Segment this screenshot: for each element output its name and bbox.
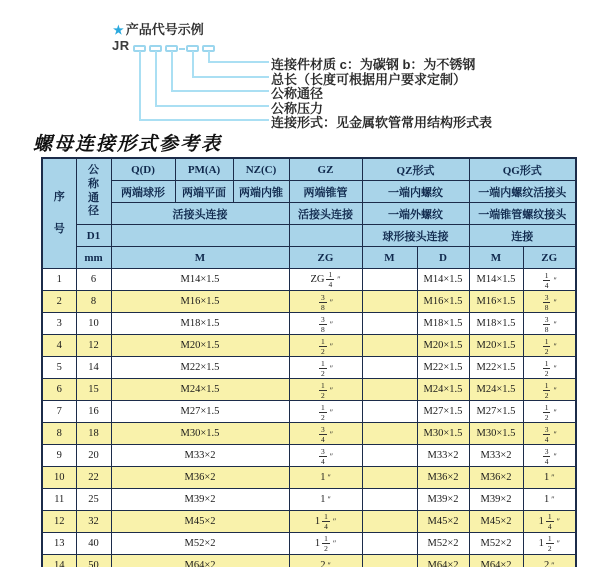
header-sub-qg: 一端内螺纹活接头: [469, 181, 576, 203]
qg-zg-cell: 1 $\frac{1}{2}$ ″: [523, 533, 576, 555]
connector-line: [208, 51, 269, 63]
dn-cell: 20: [76, 445, 111, 467]
qz-m-cell: [362, 533, 417, 555]
table-row: [42, 357, 576, 379]
m-cell: M27×1.5: [111, 401, 289, 423]
qz-d-cell: M33×2: [417, 445, 469, 467]
qz-m-cell: [362, 379, 417, 401]
code-label-material: 连接件材质 c：为碳钢 b：为不锈钢: [271, 57, 476, 72]
table-row: [42, 533, 576, 555]
m-cell: M52×2: [111, 533, 289, 555]
header-unit-zg: ZG: [289, 247, 362, 269]
seq-cell: 4: [42, 335, 76, 357]
dn-cell: 22: [76, 467, 111, 489]
header-unit-qg-m: M: [469, 247, 523, 269]
header-unit-qz-d: D: [417, 247, 469, 269]
nut-connection-table: [41, 157, 577, 567]
zg-cell: 1 $\frac{1}{4}$ ″: [289, 511, 362, 533]
header-sub-qz: 一端内螺纹: [362, 181, 469, 203]
zg-cell: $\frac{1}{2}$ ″: [289, 379, 362, 401]
header-blank-qpn: [111, 225, 289, 247]
zg-cell: $\frac{1}{2}$ ″: [289, 335, 362, 357]
header-union-qpn: 活接头连接: [111, 203, 289, 225]
qg-m-cell: M16×1.5: [469, 291, 523, 313]
qg-m-cell: M39×2: [469, 489, 523, 511]
qz-d-cell: M20×1.5: [417, 335, 469, 357]
dn-cell: 14: [76, 357, 111, 379]
zg-cell: 2 ″: [289, 555, 362, 567]
qg-m-cell: M45×2: [469, 511, 523, 533]
table-row: [42, 269, 576, 291]
m-cell: M22×1.5: [111, 357, 289, 379]
product-code-prefix: JR: [112, 38, 130, 53]
qz-m-cell: [362, 467, 417, 489]
star-icon: ★: [113, 23, 124, 37]
header-group-nzc: NZ(C): [233, 158, 289, 181]
seq-cell: 14: [42, 555, 76, 567]
qg-m-cell: M33×2: [469, 445, 523, 467]
zg-cell: 1 ″: [289, 467, 362, 489]
header-group-gz: GZ: [289, 158, 362, 181]
qz-d-cell: M18×1.5: [417, 313, 469, 335]
seq-cell: 1: [42, 269, 76, 291]
table-body: [42, 269, 576, 567]
table-row: [42, 445, 576, 467]
dn-cell: 50: [76, 555, 111, 567]
header-connect-qg: 连接: [469, 225, 576, 247]
seq-cell: 7: [42, 401, 76, 423]
header-nominal-diameter: 公称通径: [76, 158, 111, 225]
dn-cell: 10: [76, 313, 111, 335]
header-d1: D1: [76, 225, 111, 247]
dn-cell: 8: [76, 291, 111, 313]
code-label-length: 总长（长度可根据用户要求定制）: [271, 72, 467, 87]
qz-m-cell: [362, 489, 417, 511]
header-sub-gz: 两端锥管: [289, 181, 362, 203]
header-unit-mm: mm: [76, 247, 111, 269]
qg-zg-cell: $\frac{3}{4}$ ″: [523, 423, 576, 445]
header-group-qg: QG形式: [469, 158, 576, 181]
qz-d-cell: M22×1.5: [417, 357, 469, 379]
m-cell: M64×2: [111, 555, 289, 567]
zg-cell: $\frac{1}{2}$ ″: [289, 357, 362, 379]
diagram-title: [113, 19, 204, 38]
seq-cell: 12: [42, 511, 76, 533]
zg-cell: $\frac{3}{8}$ ″: [289, 313, 362, 335]
dn-cell: 40: [76, 533, 111, 555]
code-dash: [179, 48, 185, 50]
dn-cell: 12: [76, 335, 111, 357]
qg-m-cell: M22×1.5: [469, 357, 523, 379]
m-cell: M33×2: [111, 445, 289, 467]
qz-m-cell: [362, 555, 417, 567]
table-row: [42, 489, 576, 511]
qz-d-cell: M24×1.5: [417, 379, 469, 401]
qg-m-cell: M18×1.5: [469, 313, 523, 335]
m-cell: M16×1.5: [111, 291, 289, 313]
qg-m-cell: M24×1.5: [469, 379, 523, 401]
zg-cell: 1 $\frac{1}{2}$ ″: [289, 533, 362, 555]
qg-m-cell: M52×2: [469, 533, 523, 555]
qz-d-cell: M27×1.5: [417, 401, 469, 423]
zg-cell: $\frac{3}{4}$ ″: [289, 423, 362, 445]
qg-zg-cell: 2 ″: [523, 555, 576, 567]
seq-cell: 13: [42, 533, 76, 555]
header-seq: 序号: [42, 158, 76, 269]
qg-zg-cell: $\frac{3}{4}$ ″: [523, 445, 576, 467]
table-row: [42, 467, 576, 489]
header-sub-nzc: 两端内锥: [233, 181, 289, 203]
seq-cell: 11: [42, 489, 76, 511]
table-row: [42, 291, 576, 313]
header-ball-joint-qz: 球形接头连接: [362, 225, 469, 247]
qg-zg-cell: $\frac{3}{8}$ ″: [523, 313, 576, 335]
qz-d-cell: M39×2: [417, 489, 469, 511]
m-cell: M24×1.5: [111, 379, 289, 401]
qg-m-cell: M30×1.5: [469, 423, 523, 445]
header-ext-thread-qz: 一端外螺纹: [362, 203, 469, 225]
m-cell: M45×2: [111, 511, 289, 533]
seq-cell: 9: [42, 445, 76, 467]
m-cell: M36×2: [111, 467, 289, 489]
seq-cell: 6: [42, 379, 76, 401]
header-taper-joint-qg: 一端锥管螺纹接头: [469, 203, 576, 225]
code-label-diameter: 公称通径: [271, 86, 324, 101]
table-row: [42, 511, 576, 533]
code-label-pressure: 公称压力: [271, 101, 324, 116]
dn-cell: 6: [76, 269, 111, 291]
dn-cell: 15: [76, 379, 111, 401]
qg-zg-cell: $\frac{1}{4}$ ″: [523, 269, 576, 291]
qg-zg-cell: $\frac{1}{2}$ ″: [523, 401, 576, 423]
m-cell: M14×1.5: [111, 269, 289, 291]
m-cell: M39×2: [111, 489, 289, 511]
qz-m-cell: [362, 511, 417, 533]
header-unit-m: M: [111, 247, 289, 269]
seq-cell: 10: [42, 467, 76, 489]
m-cell: M30×1.5: [111, 423, 289, 445]
qg-zg-cell: $\frac{3}{8}$ ″: [523, 291, 576, 313]
qz-d-cell: M16×1.5: [417, 291, 469, 313]
header-blank-gz: [289, 225, 362, 247]
table-row: [42, 401, 576, 423]
dn-cell: 25: [76, 489, 111, 511]
seq-cell: 5: [42, 357, 76, 379]
zg-cell: $\frac{3}{4}$ ″: [289, 445, 362, 467]
dn-cell: 32: [76, 511, 111, 533]
qz-d-cell: M52×2: [417, 533, 469, 555]
qg-zg-cell: 1 $\frac{1}{4}$ ″: [523, 511, 576, 533]
header-group-pma: PM(A): [175, 158, 233, 181]
header-union-gz: 活接头连接: [289, 203, 362, 225]
qg-zg-cell: $\frac{1}{2}$ ″: [523, 379, 576, 401]
code-label-connection: 连接形式：见金属软管常用结构形式表: [271, 115, 493, 130]
qg-m-cell: M20×1.5: [469, 335, 523, 357]
qz-m-cell: [362, 423, 417, 445]
qz-m-cell: [362, 401, 417, 423]
qz-d-cell: M30×1.5: [417, 423, 469, 445]
table-row: [42, 423, 576, 445]
diagram-title-text: 产品代号示例: [125, 22, 204, 37]
qz-m-cell: [362, 357, 417, 379]
qg-m-cell: M27×1.5: [469, 401, 523, 423]
m-cell: M20×1.5: [111, 335, 289, 357]
qg-m-cell: M36×2: [469, 467, 523, 489]
qz-m-cell: [362, 313, 417, 335]
qz-d-cell: M64×2: [417, 555, 469, 567]
qg-zg-cell: 1 ″: [523, 467, 576, 489]
header-sub-pma: 两端平面: [175, 181, 233, 203]
qg-m-cell: M14×1.5: [469, 269, 523, 291]
zg-cell: 1 ″: [289, 489, 362, 511]
header-unit-qg-zg: ZG: [523, 247, 576, 269]
table-row: [42, 313, 576, 335]
m-cell: M18×1.5: [111, 313, 289, 335]
qg-zg-cell: $\frac{1}{2}$ ″: [523, 335, 576, 357]
qg-zg-cell: $\frac{1}{2}$ ″: [523, 357, 576, 379]
qg-zg-cell: 1 ″: [523, 489, 576, 511]
table-row: [42, 379, 576, 401]
qg-m-cell: M64×2: [469, 555, 523, 567]
table-row: [42, 335, 576, 357]
table-title: 螺母连接形式参考表: [33, 133, 223, 155]
header-group-qz: QZ形式: [362, 158, 469, 181]
qz-m-cell: [362, 445, 417, 467]
dn-cell: 16: [76, 401, 111, 423]
header-unit-qz-m: M: [362, 247, 417, 269]
table-row: [42, 555, 576, 567]
zg-cell: ZG $\frac{1}{4}$ ″: [289, 269, 362, 291]
qz-m-cell: [362, 269, 417, 291]
seq-cell: 3: [42, 313, 76, 335]
qz-m-cell: [362, 335, 417, 357]
qz-m-cell: [362, 291, 417, 313]
header-sub-qd: 两端球形: [111, 181, 175, 203]
zg-cell: $\frac{3}{8}$ ″: [289, 291, 362, 313]
qz-d-cell: M45×2: [417, 511, 469, 533]
qz-d-cell: M14×1.5: [417, 269, 469, 291]
header-group-qd: Q(D): [111, 158, 175, 181]
zg-cell: $\frac{1}{2}$ ″: [289, 401, 362, 423]
dn-cell: 18: [76, 423, 111, 445]
qz-d-cell: M36×2: [417, 467, 469, 489]
seq-cell: 2: [42, 291, 76, 313]
seq-cell: 8: [42, 423, 76, 445]
